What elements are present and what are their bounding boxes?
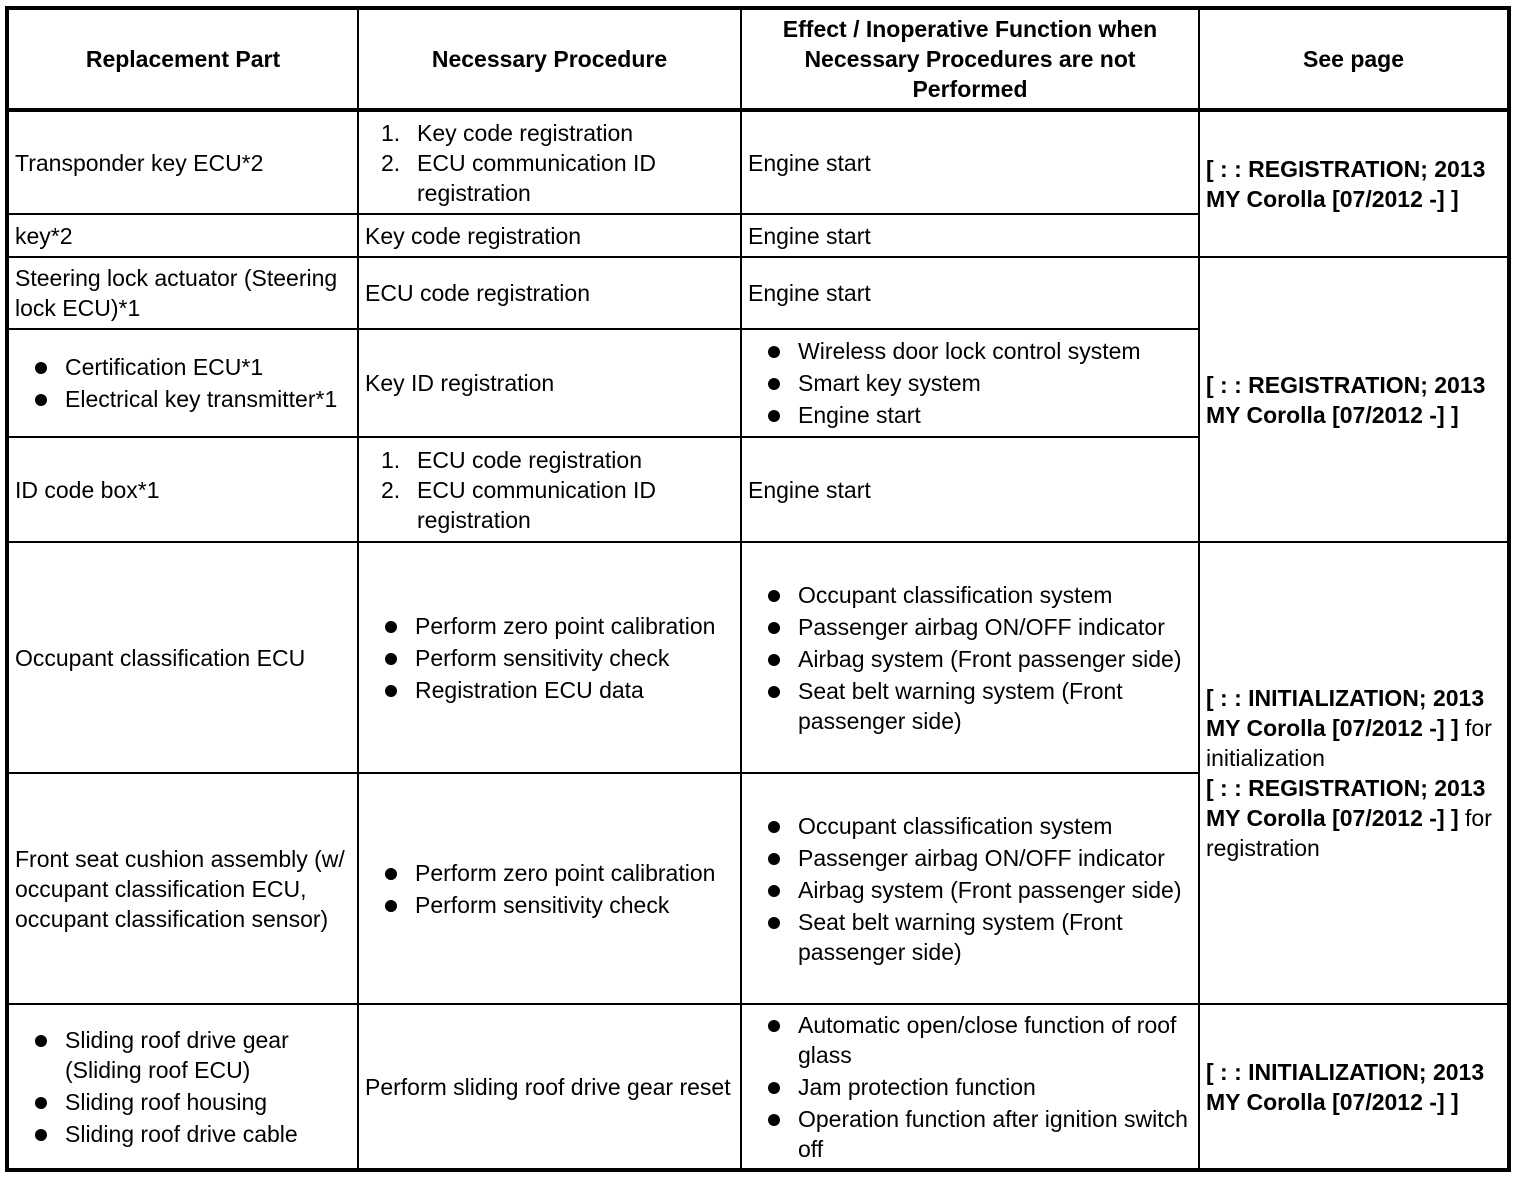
list-item: Perform sensitivity check <box>365 643 734 673</box>
procedure-cell: ECU code registration <box>358 257 741 329</box>
see-page-suffix: for registration <box>1206 805 1492 861</box>
list-item: Engine start <box>748 400 1192 430</box>
procedure-steps <box>365 445 734 535</box>
effect-cell: Engine start <box>741 437 1199 542</box>
bullet-icon <box>768 346 780 358</box>
list-item: Passenger airbag ON/OFF indicator <box>748 612 1192 642</box>
bullet-icon <box>768 686 780 698</box>
see-page-link-initialization[interactable]: [ : : INITIALIZATION; 2013 MY Corolla [07/2012 -] ] <box>1206 685 1485 741</box>
part-cell: key*2 <box>7 214 358 257</box>
bullet-icon <box>768 410 780 422</box>
procedure-step <box>365 148 734 208</box>
list-item: Certification ECU*1 <box>15 352 351 382</box>
procedure-step <box>365 445 734 475</box>
procedure-step <box>365 118 734 148</box>
step-text: ECU communication ID registration <box>417 149 657 206</box>
effect-cell: Engine start <box>741 110 1199 214</box>
list-item: Wireless door lock control system <box>748 336 1192 366</box>
procedure-cell <box>358 437 741 542</box>
procedure-step <box>365 475 734 535</box>
list-item: Passenger airbag ON/OFF indicator <box>748 843 1192 873</box>
bullet-icon <box>35 1035 47 1047</box>
header-replacement-part: Replacement Part <box>7 8 358 110</box>
list-item: Perform sensitivity check <box>365 890 734 920</box>
list-item: Jam protection function <box>748 1072 1192 1102</box>
step-text: ECU code registration <box>417 446 642 473</box>
see-page-initialization <box>1206 683 1501 773</box>
part-cell: Occupant classification ECU <box>7 542 358 773</box>
see-page-cell <box>1199 1004 1509 1170</box>
table-row <box>7 542 1509 773</box>
see-page-cell <box>1199 257 1509 542</box>
part-cell: Steering lock actuator (Steering lock ECU)*1 <box>7 257 358 329</box>
list-item: Seat belt warning system (Front passenger side) <box>748 907 1192 967</box>
list-item: Airbag system (Front passenger side) <box>748 644 1192 674</box>
effect-cell <box>741 542 1199 773</box>
bullet-icon <box>768 821 780 833</box>
table-row <box>7 257 1509 329</box>
bullet-icon <box>385 685 397 697</box>
bullet-icon <box>35 394 47 406</box>
see-page-registration <box>1206 773 1501 863</box>
bullet-icon <box>768 622 780 634</box>
procedure-cell: Key ID registration <box>358 329 741 437</box>
list-item: Smart key system <box>748 368 1192 398</box>
header-row <box>7 8 1509 110</box>
see-page-cell <box>1199 110 1509 257</box>
procedure-cell: Perform sliding roof drive gear reset <box>358 1004 741 1170</box>
see-page-suffix: for initialization <box>1206 715 1492 771</box>
bullet-icon <box>768 917 780 929</box>
bullet-icon <box>385 621 397 633</box>
list-item: Perform zero point calibration <box>365 611 734 641</box>
see-page-link-registration[interactable]: [ : : REGISTRATION; 2013 MY Corolla [07/2012 -] ] <box>1206 775 1486 831</box>
procedure-cell <box>358 542 741 773</box>
effect-cell <box>741 773 1199 1004</box>
effect-list <box>748 1010 1192 1164</box>
list-item: Sliding roof housing <box>15 1087 351 1117</box>
procedure-cell <box>358 110 741 214</box>
list-item: Occupant classification system <box>748 580 1192 610</box>
step-number: 1. <box>381 119 401 146</box>
list-item: Sliding roof drive gear (Sliding roof ECU) <box>15 1025 351 1085</box>
table-row <box>7 110 1509 214</box>
header-see-page: See page <box>1199 8 1509 110</box>
step-number: 2. <box>381 476 401 503</box>
header-necessary-procedure: Necessary Procedure <box>358 8 741 110</box>
step-number: 2. <box>381 149 401 176</box>
list-item: Seat belt warning system (Front passenger side) <box>748 676 1192 736</box>
part-cell: Transponder key ECU*2 <box>7 110 358 214</box>
effect-list <box>748 580 1192 736</box>
bullet-icon <box>768 378 780 390</box>
bullet-icon <box>385 868 397 880</box>
header-effect: Effect / Inoperative Function when Necessary Procedures are not Performed <box>741 8 1199 110</box>
procedure-cell <box>358 773 741 1004</box>
effect-cell: Engine start <box>741 257 1199 329</box>
part-list <box>15 352 351 414</box>
part-list <box>15 1025 351 1149</box>
procedure-list <box>365 858 734 920</box>
bullet-icon <box>768 1020 780 1032</box>
list-item: Operation function after ignition switch off <box>748 1104 1192 1164</box>
see-page-link-registration[interactable]: [ : : REGISTRATION; 2013 MY Corolla [07/2012 -] ] <box>1206 156 1486 212</box>
effect-list <box>748 336 1192 430</box>
bullet-icon <box>768 1114 780 1126</box>
bullet-icon <box>768 654 780 666</box>
bullet-icon <box>768 590 780 602</box>
part-cell <box>7 329 358 437</box>
bullet-icon <box>768 853 780 865</box>
step-text: Key code registration <box>417 119 634 146</box>
step-text: ECU communication ID registration <box>417 476 657 533</box>
see-page-link-registration[interactable]: [ : : REGISTRATION; 2013 MY Corolla [07/2012 -] ] <box>1206 371 1486 428</box>
list-item: Airbag system (Front passenger side) <box>748 875 1192 905</box>
bullet-icon <box>35 1097 47 1109</box>
effect-list <box>748 811 1192 967</box>
part-cell: Front seat cushion assembly (w/ occupant classification ECU, occupant classification sensor) <box>7 773 358 1004</box>
part-cell: ID code box*1 <box>7 437 358 542</box>
step-number: 1. <box>381 446 401 473</box>
list-item: Electrical key transmitter*1 <box>15 384 351 414</box>
bullet-icon <box>35 362 47 374</box>
bullet-icon <box>35 1129 47 1141</box>
list-item: Occupant classification system <box>748 811 1192 841</box>
list-item: Sliding roof drive cable <box>15 1119 351 1149</box>
replacement-parts-table <box>5 6 1511 1172</box>
procedure-cell: Key code registration <box>358 214 741 257</box>
list-item: Automatic open/close function of roof glass <box>748 1010 1192 1070</box>
procedure-list <box>365 611 734 705</box>
effect-cell <box>741 329 1199 437</box>
bullet-icon <box>768 885 780 897</box>
procedure-steps <box>365 118 734 208</box>
bullet-icon <box>768 1082 780 1094</box>
bullet-icon <box>385 900 397 912</box>
table-row <box>7 1004 1509 1170</box>
effect-cell <box>741 1004 1199 1170</box>
part-cell <box>7 1004 358 1170</box>
effect-cell: Engine start <box>741 214 1199 257</box>
see-page-cell <box>1199 542 1509 1004</box>
list-item: Registration ECU data <box>365 675 734 705</box>
bullet-icon <box>385 653 397 665</box>
list-item: Perform zero point calibration <box>365 858 734 888</box>
see-page-link-initialization[interactable]: [ : : INITIALIZATION; 2013 MY Corolla [07/2012 -] ] <box>1206 1058 1485 1115</box>
